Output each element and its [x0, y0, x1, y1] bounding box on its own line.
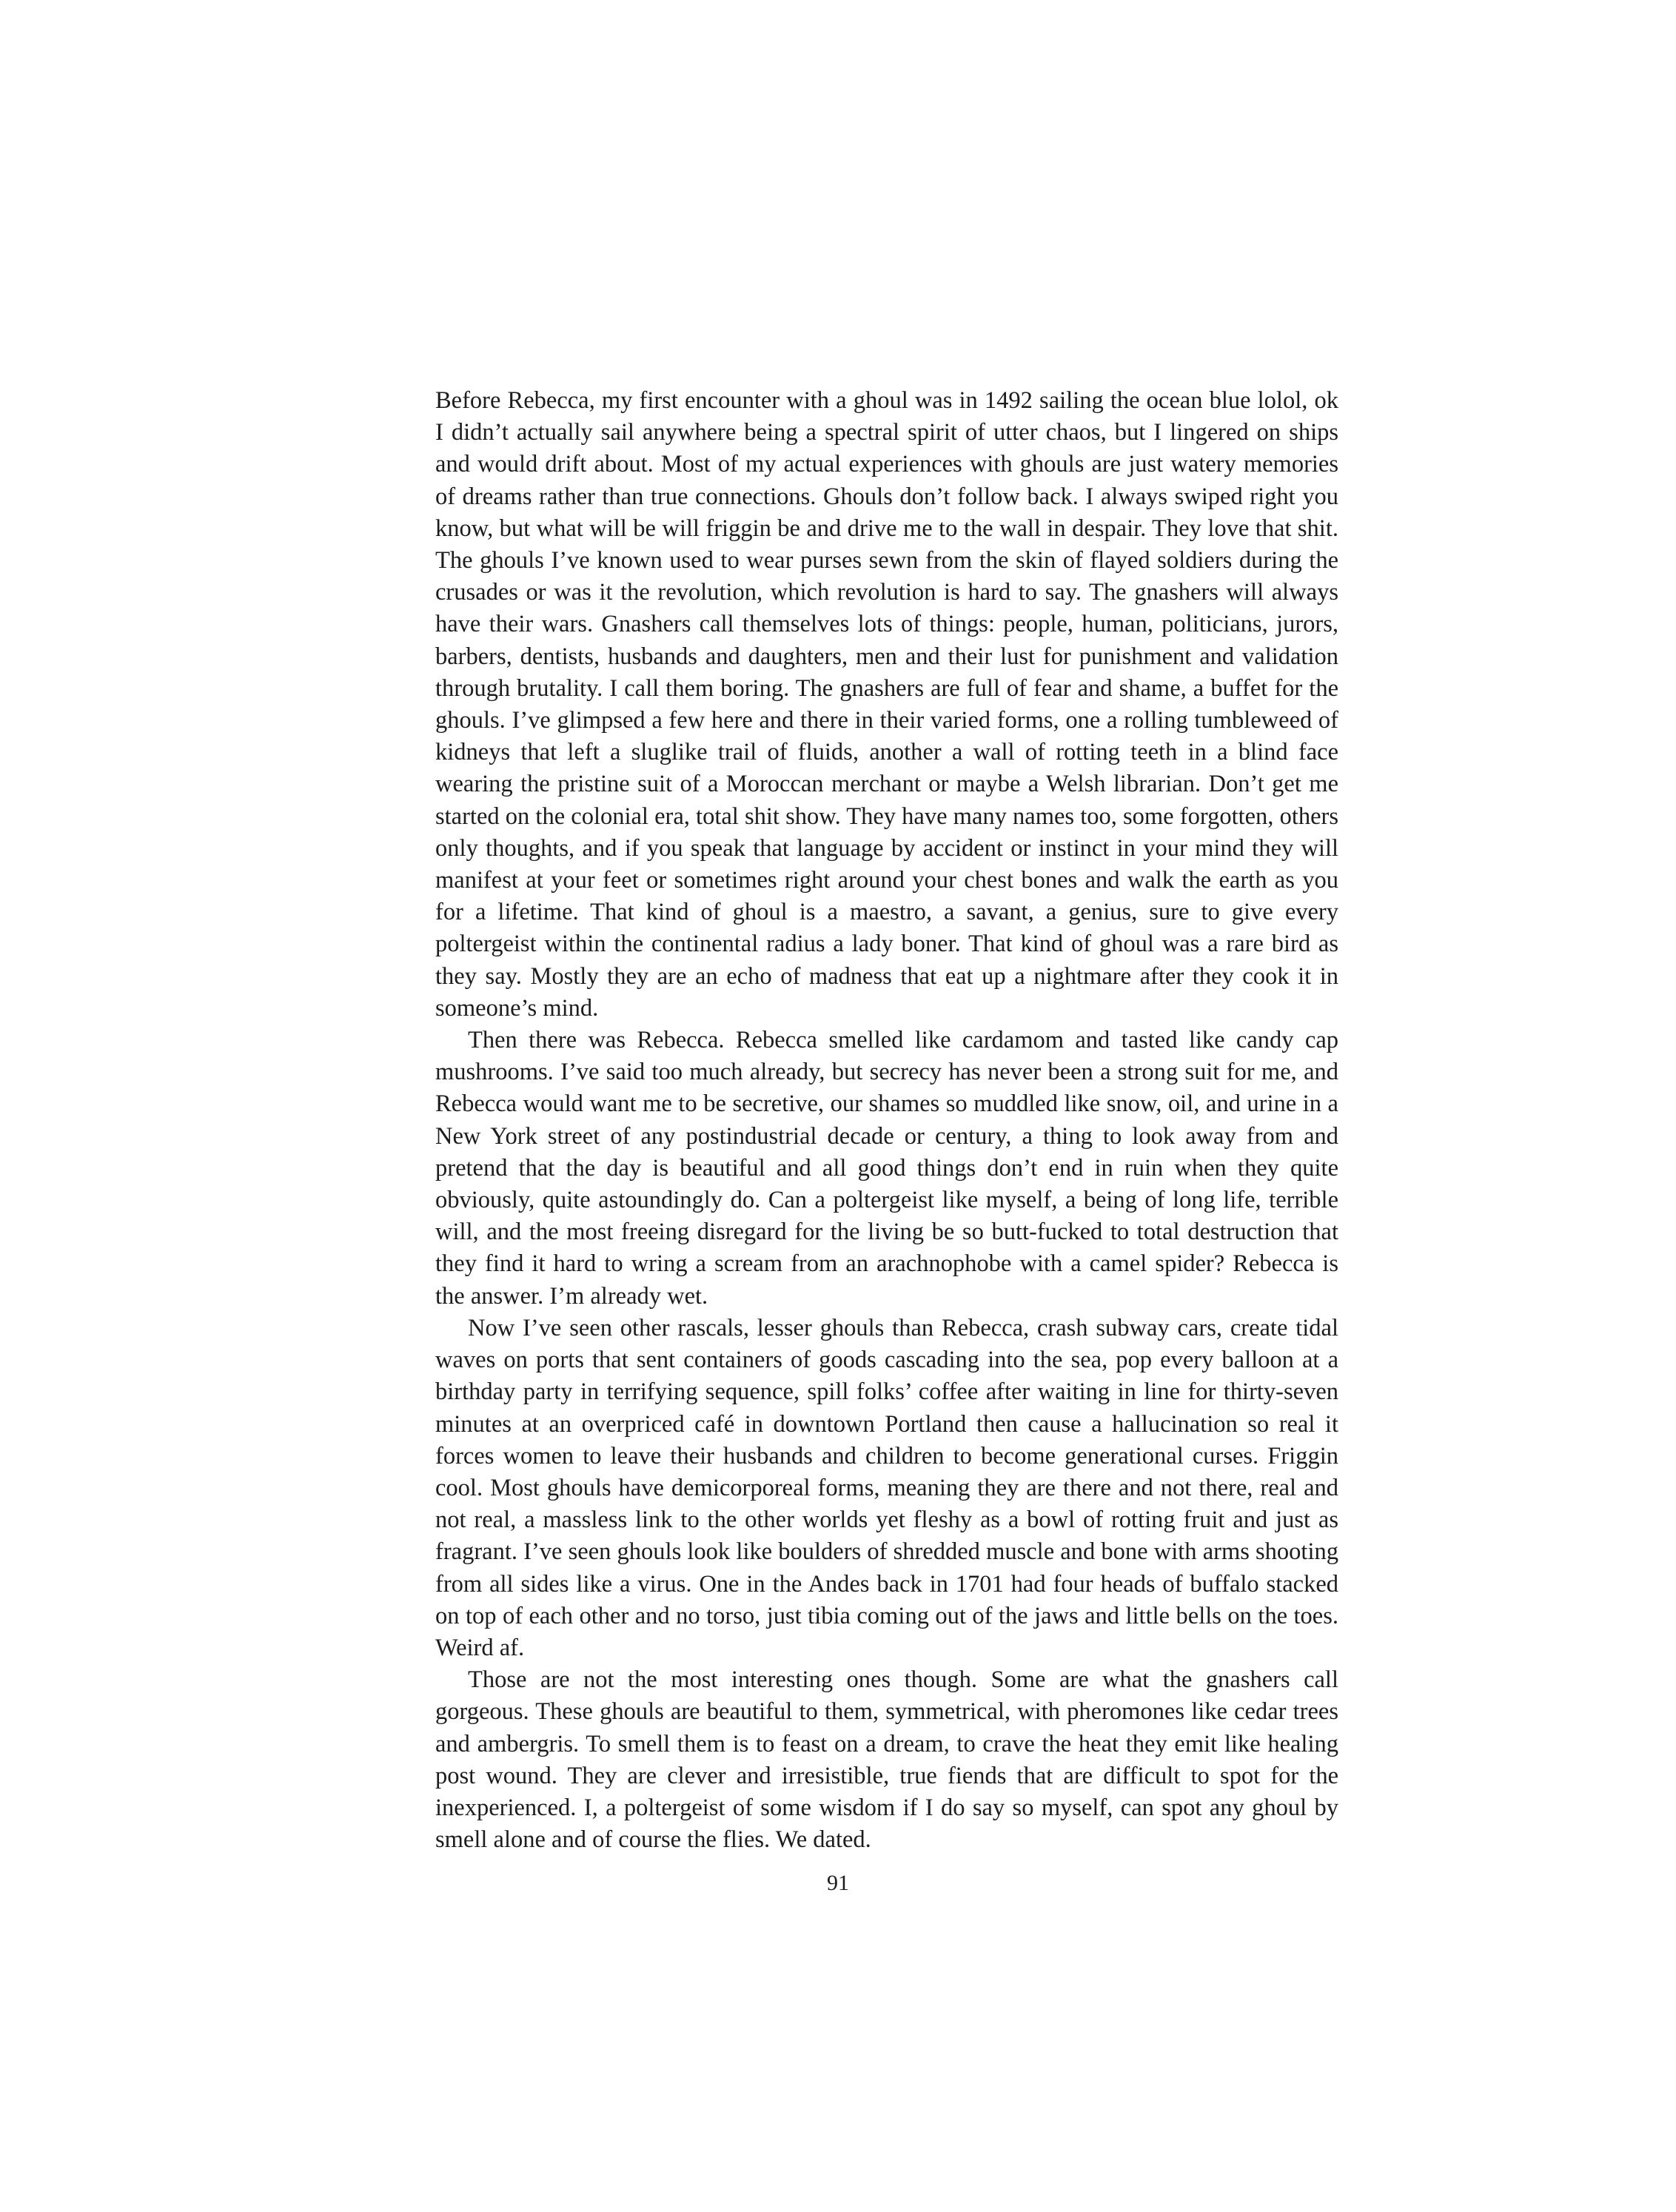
- body-text: [435, 385, 1338, 1856]
- paragraph-4: Those are not the most interesting ones though. Some are what the gnashers call gorgeous. These ghouls are beautiful to them, symmetrical, with pheromones like cedar trees and ambergris. To smell them is to feast on a dream, to crave the heat they emit like healing post wound. They are clever and irresistible, true fiends that are difficult to spot for the inexperienced. I, a poltergeist of some wisdom if I do say so myself, can spot any ghoul by smell alone and of course the flies. We dated.: [435, 1666, 1338, 1854]
- paragraph-1: Before Rebecca, my first encounter with a ghoul was in 1492 sailing the ocean blue lolol, ok I didn’t actually sail anywhere being a spectral spirit of utter chaos, but I lingered on ships and would drift about. Most of my actual experiences with ghouls are just watery memories of dreams rather than true connections. Ghouls don’t follow back. I always swiped right you know, but what will be will friggin be and drive me to the wall in despair. They love that shit. The ghouls I’ve known used to wear purses sewn from the skin of flayed soldiers during the crusades or was it the revolution, which revolution is hard to say. The gnashers will always have their wars. Gnashers call themselves lots of things: people, human, politicians, jurors, barbers, dentists, husbands and daughters, men and their lust for punishment and validation through brutality. I call them boring. The gnashers are full of fear and shame, a buffet for the ghouls. I’ve glimpsed a few here and there in their varied forms, one a rolling tumbleweed of kidneys that left a sluglike trail of fluids, another a wall of rotting teeth in a blind face wearing the pristine suit of a Moroccan merchant or maybe a Welsh librarian. Don’t get me started on the colonial era, total shit show. They have many names too, some forgotten, others only thoughts, and if you speak that language by accident or instinct in your mind they will manifest at your feet or sometimes right around your chest bones and walk the earth as you for a lifetime. That kind of ghoul is a maestro, a savant, a genius, sure to give every poltergeist within the continental radius a lady boner. That kind of ghoul was a rare bird as they say. Mostly they are an echo of madness that eat up a nightmare after they cook it in someone’s mind.: [435, 387, 1338, 1022]
- paragraph-2: Then there was Rebecca. Rebecca smelled like cardamom and tasted like candy cap mushrooms. I’ve said too much already, but secrecy has never been a strong suit for me, and Rebecca would want me to be secretive, our shames so muddled like snow, oil, and urine in a New York street of any postindustrial decade or century, a thing to look away from and pretend that the day is beautiful and all good things don’t end in ruin when they quite obviously, quite astoundingly do. Can a poltergeist like myself, a being of long life, terrible will, and the most freeing disregard for the living be so butt-fucked to total destruction that they find it hard to wring a scream from an arachnophobe with a camel spider? Rebecca is the answer. I’m already wet.: [435, 1027, 1338, 1310]
- paragraph-3: Now I’ve seen other rascals, lesser ghouls than Rebecca, crash subway cars, create tidal waves on ports that sent containers of goods cascading into the sea, pop every balloon at a birthday party in terrifying sequence, spill folks’ coffee after waiting in line for thirty-seven minutes at an overpriced café in downtown Portland then cause a hallucination so real it forces women to leave their husbands and children to become generational curses. Friggin cool. Most ghouls have demicorporeal forms, meaning they are there and not there, real and not real, a massless link to the other worlds yet fleshy as a bowl of rotting fruit and just as fragrant. I’ve seen ghouls look like boulders of shredded muscle and bone with arms shooting from all sides like a virus. One in the Andes back in 1701 had four heads of buffalo stacked on top of each other and no torso, just tibia coming out of the jaws and little bells on the toes. Weird af.: [435, 1314, 1338, 1661]
- page-number: 91: [827, 1871, 849, 1895]
